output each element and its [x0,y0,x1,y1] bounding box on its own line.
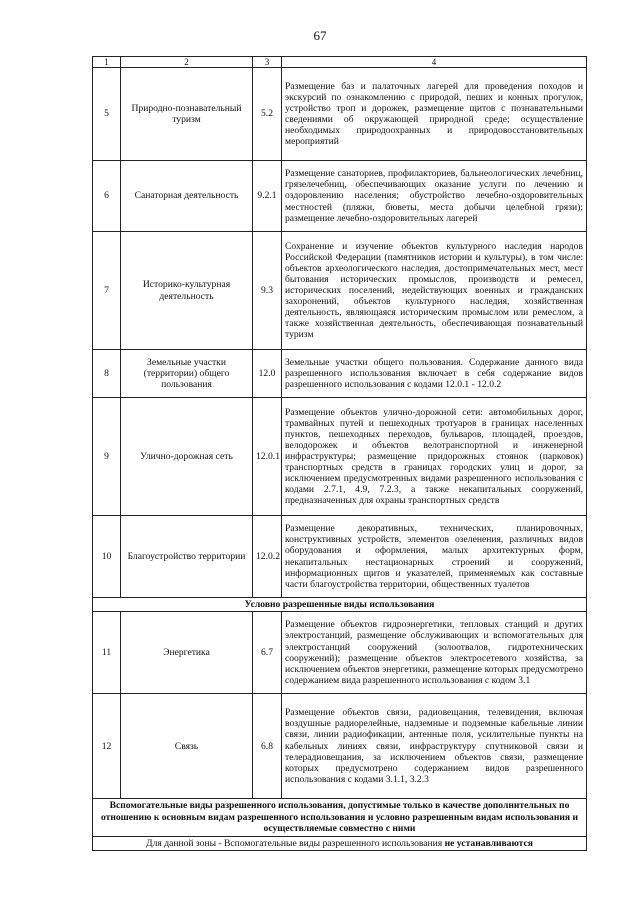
use-name: Улично-дорожная сеть [121,398,253,516]
use-name: Земельные участки (территории) общего пользования [121,350,253,398]
row-number: 9 [93,398,121,516]
note-prefix: Для данной зоны - Вспомогательные виды разрешенного использования [146,837,445,849]
use-description: Размещение баз и палаточных лагерей для проведения походов и экскурсий по ознакомлению с природой, пеших и конных прогулок, устройство троп и дорожек, размещение щитов с познавательными сведениями об окружающей природной среде; осуществление необходимых природоохранных и природовосстановительных мероприятий [282,68,587,161]
row-number: 10 [93,516,121,598]
auxiliary-uses-heading: Вспомогательные виды разрешенного использования, допустимые только в качестве дополнительных по отношению к основным видам разрешенного использования и условно разрешенным видам использования и осуществляемые совместно с ними [93,799,587,837]
use-description: Земельные участки общего пользования. Содержание данного вида разрешенного использования включает в себя содержание видов разрешенного использования с кодами 12.0.1 - 12.0.2 [282,350,587,398]
use-name: Природно-познавательный туризм [121,68,253,161]
use-name: Связь [121,694,253,799]
use-code: 9.2.1 [253,161,282,232]
use-code: 6.8 [253,694,282,799]
note-emphasis: не устанавливаются [444,837,533,849]
use-description: Размещение санаториев, профилакториев, бальнеологических лечебниц, грязелечебниц, обеспечивающих оказание услуги по лечению и оздоровлению населения; обустройство лечебно-оздоровительных местностей (пляжи, бюветы, места добычи целебной грязи); размещение лечебно-оздоровительных лагерей [282,161,587,232]
table-row [93,694,587,799]
permitted-use-table [92,56,587,851]
row-number: 7 [93,232,121,350]
use-code: 5.2 [253,68,282,161]
column-number-1: 1 [93,57,121,68]
use-code: 12.0.2 [253,516,282,598]
conditional-uses-heading: Условно разрешенные виды использования [93,598,587,612]
table-row [93,398,587,516]
row-number: 6 [93,161,121,232]
column-number-4: 4 [282,57,587,68]
table-row [93,612,587,694]
use-name: Благоустройство территории [121,516,253,598]
use-code: 12.0.1 [253,398,282,516]
use-name: Историко-культурная деятельность [121,232,253,350]
use-code: 12.0 [253,350,282,398]
table-row [93,161,587,232]
table-row [93,516,587,598]
column-number-3: 3 [253,57,282,68]
use-description: Размещение объектов гидроэнергетики, тепловых станций и других электростанций, размещение обслуживающих и вспомогательных для электростанций сооружений (золоотвалов, гидротехнических сооружений); размещение объектов электросетевого хозяйства, за исключением объектов энергетики, размещение которых предусмотрено содержанием вида разрешенного использования с кодом 3.1 [282,612,587,694]
use-description: Сохранение и изучение объектов культурного наследия народов Российской Федерации (памятников истории и культуры), в том числе: объектов археологического наследия, достопримечательных мест, мест бытования исторических промыслов, производств и ремесел, исторических поселений, недействующих военных и гражданских захоронений, объектов культурного наследия, хозяйственная деятельность, являющаяся историческим промыслом или ремеслом, а также хозяйственная деятельность, обеспечивающая познавательный туризм [282,232,587,350]
table-row [93,350,587,398]
page-number: 67 [313,28,327,43]
column-number-2: 2 [121,57,253,68]
row-number: 11 [93,612,121,694]
auxiliary-uses-note-row [93,836,587,850]
use-description: Размещение объектов связи, радиовещания, телевидения, включая воздушные радиорелейные, надземные и подземные кабельные линии связи, линии радиофикации, антенные поля, усилительные пункты на кабельных линиях связи, инфраструктуру спутниковой связи и телерадиовещания, за исключением объектов связи, размещение которых предусмотрено содержанием видов разрешенного использования с кодами 3.1.1, 3.2.3 [282,694,587,799]
table-row [93,68,587,161]
use-name: Энергетика [121,612,253,694]
column-number-row [93,57,587,68]
zoning-table-wrapper [92,56,586,851]
use-description: Размещение декоративных, технических, планировочных, конструктивных устройств, элементов озеленения, различных видов оборудования и оформления, малых архитектурных форм, некапитальных нестационарных строений и сооружений, информационных щитов и указателей, применяемых как составные части благоустройства территории, общественных туалетов [282,516,587,598]
table-row [93,232,587,350]
use-name: Санаторная деятельность [121,161,253,232]
use-code: 6.7 [253,612,282,694]
auxiliary-uses-heading-row [93,799,587,837]
row-number: 5 [93,68,121,161]
row-number: 8 [93,350,121,398]
auxiliary-uses-note [93,836,587,850]
use-description: Размещение объектов улично-дорожной сети: автомобильных дорог, трамвайных путей и пешеходных тротуаров в границах населенных пунктов, пешеходных переходов, бульваров, площадей, проездов, велодорожек и объектов велотранспортной и инженерной инфраструктуры; размещение придорожных стоянок (парковок) транспортных средств в границах городских улиц и дорог, за исключением предусмотренных видами разрешенного использования с кодами 2.7.1, 4.9, 7.2.3, а также некапитальных сооружений, предназначенных для охраны транспортных средств [282,398,587,516]
conditional-uses-section-row [93,598,587,612]
row-number: 12 [93,694,121,799]
use-code: 9.3 [253,232,282,350]
